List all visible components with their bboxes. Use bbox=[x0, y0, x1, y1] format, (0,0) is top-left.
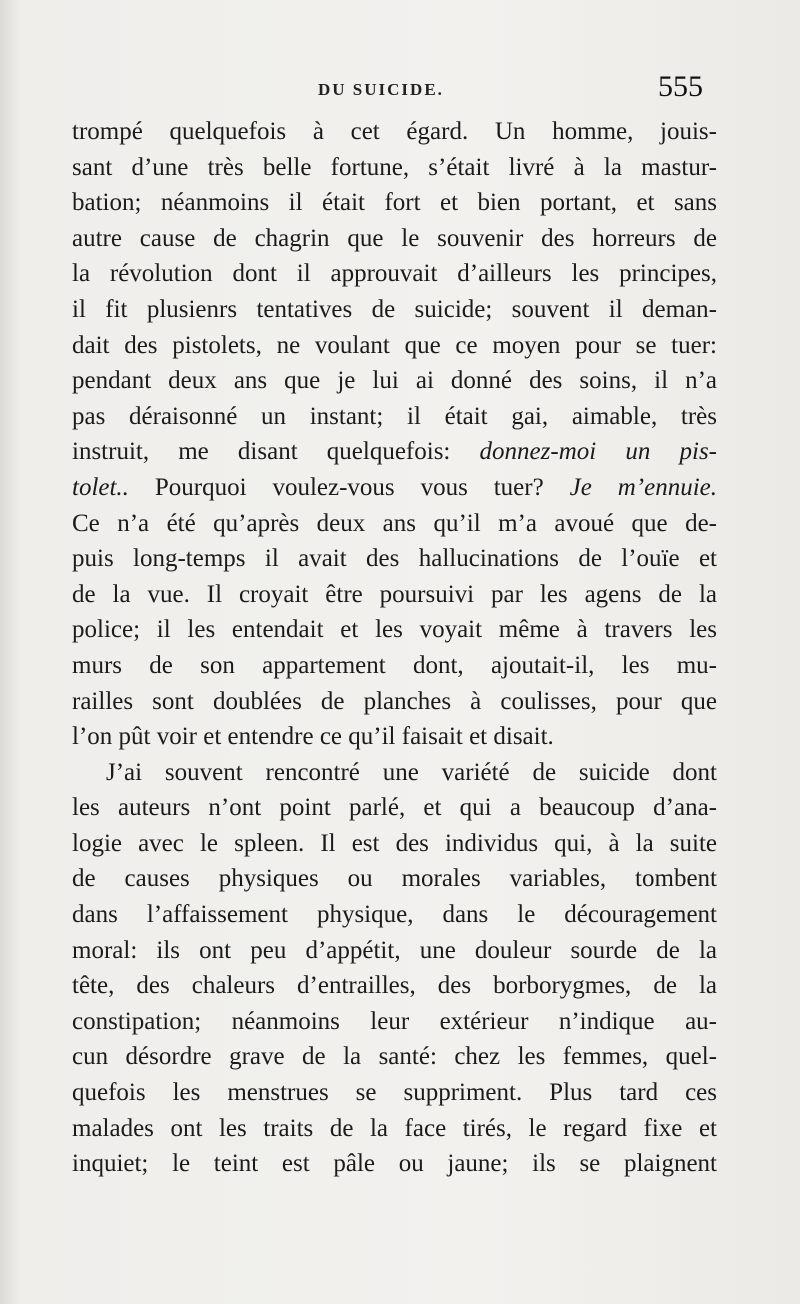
italic-quote: Je m’ennuie. bbox=[569, 473, 717, 501]
italic-quote: tolet.. bbox=[72, 473, 129, 501]
running-title: DU SUICIDE. bbox=[318, 80, 444, 99]
text-line: pas déraisonné un instant; il était gai, aimable, très bbox=[72, 402, 717, 430]
text-line: pendant deux ans que je lui ai donné des soins, il n’a bbox=[72, 367, 717, 395]
text-line: les auteurs n’ont point parlé, et qui a beaucoup d’ana- bbox=[72, 794, 717, 822]
text-line: puis long-temps il avait des hallucinations de l’ouïe et bbox=[72, 545, 717, 573]
text-line: cun désordre grave de la santé: chez les femmes, quel- bbox=[72, 1043, 717, 1071]
italic-quote: donnez-moi un pis- bbox=[479, 438, 717, 466]
text-line: de causes physiques ou morales variables, tombent bbox=[72, 865, 717, 893]
text-line-mixed bbox=[72, 470, 717, 506]
text-line-mixed bbox=[72, 434, 717, 470]
text-line: inquiet; le teint est pâle ou jaune; ils se plaignent bbox=[72, 1150, 717, 1178]
text-line: moral: ils ont peu d’appétit, une douleur sourde de la bbox=[72, 936, 717, 964]
line-text: instruit, me disant quelquefois: bbox=[72, 438, 451, 466]
text-line: quefois les menstrues se suppriment. Plus tard ces bbox=[72, 1079, 717, 1107]
text-line: de la vue. Il croyait être poursuivi par les agens de la bbox=[72, 580, 717, 608]
text-line: bation; néanmoins il était fort et bien portant, et sans bbox=[72, 189, 717, 217]
page-header bbox=[0, 70, 800, 110]
text-line: l’on pût voir et entendre ce qu’il faisait et disait. bbox=[72, 723, 554, 751]
body-text bbox=[72, 114, 717, 1182]
text-line: dans l’affaissement physique, dans le découragement bbox=[72, 901, 717, 929]
text-line: J’ai souvent rencontré une variété de suicide dont bbox=[106, 758, 717, 786]
text-line: sant d’une très belle fortune, s’était livré à la mastur- bbox=[72, 153, 717, 181]
text-line: murs de son appartement dont, ajoutait-il, les mu- bbox=[72, 651, 717, 679]
text-line: malades ont les traits de la face tirés, le regard fixe et bbox=[72, 1114, 717, 1142]
text-line: constipation; néanmoins leur extérieur n’indique au- bbox=[72, 1007, 717, 1035]
line-text: Pourquoi voulez-vous vous tuer? bbox=[154, 473, 544, 501]
text-line: police; il les entendait et les voyait même à travers les bbox=[72, 616, 717, 644]
text-line: il fit plusienrs tentatives de suicide; souvent il deman- bbox=[72, 295, 717, 323]
text-line: trompé quelquefois à cet égard. Un homme, jouis- bbox=[72, 118, 717, 145]
text-line: la révolution dont il approuvait d’ailleurs les principes, bbox=[72, 260, 717, 288]
text-line: dait des pistolets, ne voulant que ce moyen pour se tuer: bbox=[72, 331, 717, 359]
text-line: railles sont doublées de planches à coulisses, pour que bbox=[72, 687, 717, 715]
text-line: logie avec le spleen. Il est des individus qui, à la suite bbox=[72, 829, 717, 857]
text-line: tête, des chaleurs d’entrailles, des borborygmes, de la bbox=[72, 972, 717, 1000]
text-line: autre cause de chagrin que le souvenir des horreurs de bbox=[72, 224, 717, 252]
text-line: Ce n’a été qu’après deux ans qu’il m’a avoué que de- bbox=[72, 509, 717, 537]
page-number: 555 bbox=[658, 70, 703, 103]
